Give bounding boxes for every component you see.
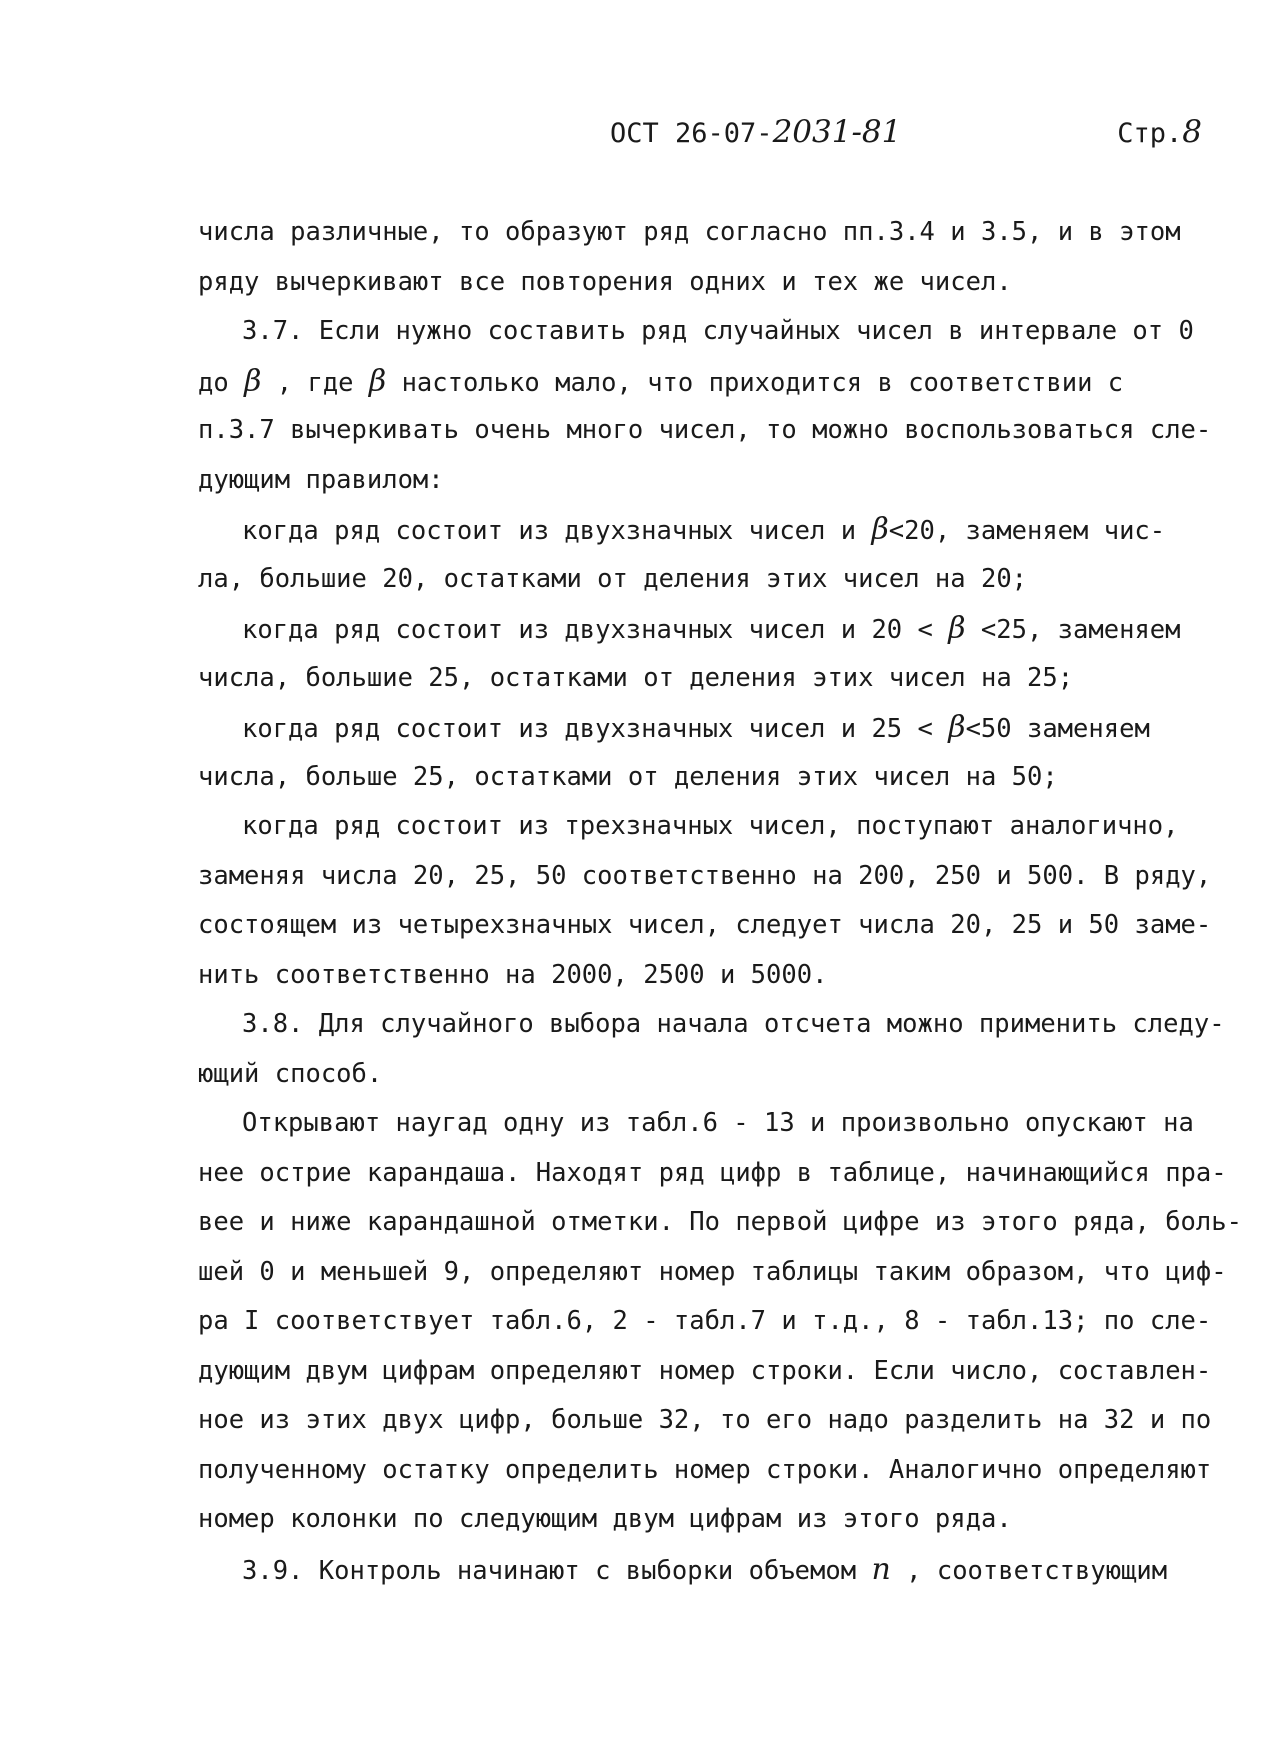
- text-line: [198, 1149, 1227, 1199]
- text-line: [198, 1495, 1218, 1545]
- text-fragment: 3.9. Контроль начинают с выборки объемом: [242, 1555, 872, 1586]
- text-fragment: числа, больше 25, остатками от деления этих чисел на 50;: [198, 761, 1058, 792]
- text-fragment: ное из этих двух цифр, больше 32, то его надо разделить на 32 и по: [198, 1405, 1212, 1435]
- handwritten-variable: β: [948, 611, 966, 646]
- page-header: [610, 108, 1202, 158]
- text-line: [198, 802, 1218, 852]
- text-line: [198, 555, 1218, 605]
- text-fragment: 3.8. Для случайного выбора начала отсчета можно применить следу-: [242, 1009, 1225, 1039]
- text-line: [198, 901, 1218, 951]
- text-fragment: нее острие карандаша. Находят ряд цифр в таблице, начинающийся пра-: [198, 1157, 1227, 1188]
- text-fragment: дующим двум цифрам определяют номер строки. Если число, составлен-: [198, 1355, 1212, 1386]
- page-number-handwritten: 8: [1182, 114, 1202, 150]
- text-fragment: когда ряд состоит из трехзначных чисел, поступают аналогично,: [242, 811, 1179, 841]
- text-line: [198, 1099, 1218, 1149]
- text-fragment: нить соответственно на 2000, 2500 и 5000.: [198, 959, 828, 990]
- text-line: [198, 307, 1218, 357]
- document-code-handwritten: 2031-81: [772, 114, 902, 150]
- text-line: [198, 1396, 1218, 1446]
- text-line: [198, 1297, 1218, 1347]
- text-line: [198, 456, 1218, 506]
- text-line: [198, 1050, 1218, 1100]
- text-fragment: <50 заменяем: [965, 714, 1150, 744]
- text-fragment: настолько мало, что приходится в соответствии с: [386, 367, 1124, 398]
- handwritten-variable: β: [368, 363, 387, 399]
- text-fragment: шей 0 и меньшей 9, определяют номер таблицы таким образом, что циф-: [198, 1256, 1227, 1287]
- handwritten-variable: β: [948, 710, 966, 745]
- document-code: [610, 114, 901, 150]
- text-line: [198, 1545, 1218, 1595]
- text-line: [198, 753, 1218, 803]
- text-fragment: когда ряд состоит из двухзначных чисел и 25 <: [242, 714, 949, 744]
- text-fragment: числа различные, то образуют ряд согласно пп.3.4 и 3.5, и в этом: [198, 217, 1181, 247]
- text-fragment: полученному остатку определить номер строки. Аналогично определяют: [198, 1454, 1212, 1485]
- text-line: [198, 1000, 1225, 1050]
- document-code-typed: ОСТ 26-07-: [610, 118, 773, 149]
- text-line: [198, 406, 1218, 456]
- text-fragment: Открывают наугад одну из табл.6 - 13 и произвольно опускают на: [242, 1108, 1194, 1138]
- text-fragment: 3.7. Если нужно составить ряд случайных чисел в интервале от 0: [242, 316, 1194, 346]
- text-fragment: ряду вычеркивают все повторения одних и тех же чисел.: [198, 266, 1012, 297]
- text-line: [198, 258, 1218, 308]
- text-fragment: ющий способ.: [198, 1058, 383, 1089]
- text-fragment: <20, заменяем чис-: [888, 516, 1166, 546]
- text-fragment: числа, большие 25, остатками от деления этих чисел на 25;: [198, 662, 1074, 693]
- text-line: [198, 1347, 1218, 1397]
- body-text: [198, 208, 1242, 1594]
- text-line: [198, 1248, 1227, 1298]
- text-fragment: , где: [261, 367, 369, 398]
- page-label: Стр.: [1117, 118, 1183, 149]
- text-fragment: заменяя числа 20, 25, 50 соответственно на 200, 250 и 500. В ряду,: [198, 860, 1212, 891]
- text-line: [198, 951, 1218, 1001]
- text-fragment: когда ряд состоит из двухзначных чисел и: [242, 516, 872, 546]
- text-fragment: номер колонки по следующим двум цифрам из этого ряда.: [198, 1504, 1012, 1534]
- text-fragment: до: [198, 367, 245, 398]
- text-fragment: , соответствующим: [890, 1555, 1168, 1586]
- handwritten-variable: n: [871, 1551, 891, 1587]
- text-fragment: ра I соответствует табл.6, 2 - табл.7 и т.д., 8 - табл.13; по сле-: [198, 1306, 1212, 1336]
- text-fragment: ла, большие 20, остатками от деления этих чисел на 20;: [198, 563, 1028, 594]
- handwritten-variable: β: [871, 512, 889, 547]
- text-fragment: дующим правилом:: [198, 464, 444, 495]
- text-line: [198, 357, 1218, 407]
- text-fragment: когда ряд состоит из двухзначных чисел и 20 <: [242, 615, 949, 645]
- text-line: [198, 852, 1218, 902]
- text-line: [198, 654, 1218, 704]
- handwritten-variable: β: [244, 363, 262, 399]
- page-number: [1117, 114, 1202, 150]
- text-line: [198, 505, 1218, 555]
- text-fragment: <25, заменяем: [965, 615, 1181, 645]
- text-fragment: вее и ниже карандашной отметки. По первой цифре из этого ряда, боль-: [198, 1207, 1242, 1237]
- text-line: [198, 208, 1218, 258]
- text-line: [198, 1198, 1242, 1248]
- text-line: [198, 604, 1218, 654]
- text-line: [198, 703, 1218, 753]
- text-fragment: состоящем из четырехзначных чисел, следует числа 20, 25 и 50 заме-: [198, 910, 1212, 940]
- text-fragment: п.3.7 вычеркивать очень много чисел, то можно воспользоваться сле-: [198, 415, 1212, 445]
- text-line: [198, 1446, 1218, 1496]
